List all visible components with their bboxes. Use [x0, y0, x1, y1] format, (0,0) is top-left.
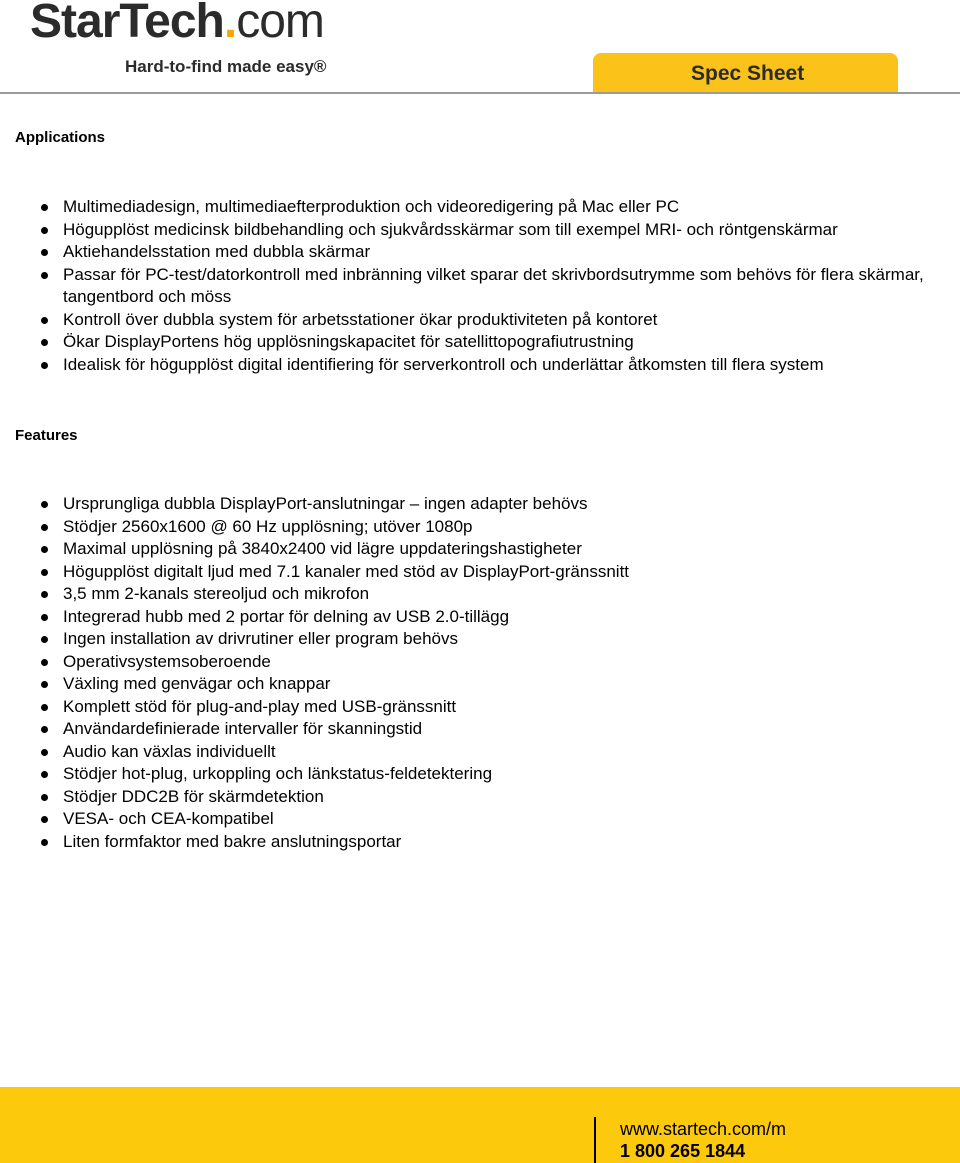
application-item: Multimediadesign, multimediaefterproduktion och videoredigering på Mac eller PC — [63, 196, 948, 219]
feature-item: Liten formfaktor med bakre anslutningsportar — [63, 831, 948, 854]
applications-list — [63, 196, 948, 376]
startech-logo: StarTech.com — [30, 0, 324, 48]
feature-item: Komplett stöd för plug-and-play med USB-gränssnitt — [63, 696, 948, 719]
feature-item: VESA- och CEA-kompatibel — [63, 808, 948, 831]
features-heading: Features — [15, 427, 78, 444]
feature-item: Audio kan växlas individuellt — [63, 741, 948, 764]
application-item: Högupplöst medicinsk bildbehandling och sjukvårdsskärmar som till exempel MRI- och röntgenskärmar — [63, 219, 948, 242]
application-item: Kontroll över dubbla system för arbetsstationer ökar produktiviteten på kontoret — [63, 309, 948, 332]
feature-item: Ingen installation av drivrutiner eller program behövs — [63, 628, 948, 651]
header-divider — [0, 92, 960, 94]
feature-item: Ursprungliga dubbla DisplayPort-anslutningar – ingen adapter behövs — [63, 493, 948, 516]
applications-heading: Applications — [15, 129, 106, 146]
header — [0, 0, 960, 96]
footer-divider — [594, 1117, 596, 1163]
logo-tagline: Hard-to-find made easy® — [125, 57, 327, 76]
feature-item: Maximal upplösning på 3840x2400 vid lägre uppdateringshastigheter — [63, 538, 948, 561]
application-item: Passar för PC-test/datorkontroll med inbränning vilket sparar det skrivbordsutrymme som behövs för flera skärmar, tangentbord och möss — [63, 264, 948, 309]
features-list — [63, 493, 948, 853]
application-item: Idealisk för högupplöst digital identifiering för serverkontroll och underlättar åtkomsten till flera system — [63, 354, 948, 377]
application-item: Aktiehandelsstation med dubbla skärmar — [63, 241, 948, 264]
feature-item: Användardefinierade intervaller för skanningstid — [63, 718, 948, 741]
footer-phone-number: 1 800 265 1844 — [620, 1141, 746, 1161]
feature-item: Stödjer 2560x1600 @ 60 Hz upplösning; utöver 1080p — [63, 516, 948, 539]
footer-bar — [0, 1087, 960, 1163]
feature-item: Högupplöst digitalt ljud med 7.1 kanaler med stöd av DisplayPort-gränssnitt — [63, 561, 948, 584]
feature-item: Stödjer hot-plug, urkoppling och länkstatus-feldetektering — [63, 763, 948, 786]
feature-item: 3,5 mm 2-kanals stereoljud och mikrofon — [63, 583, 948, 606]
application-item: Ökar DisplayPortens hög upplösningskapacitet för satellittopografiutrustning — [63, 331, 948, 354]
spec-sheet-tab — [593, 53, 898, 93]
feature-item: Stödjer DDC2B för skärmdetektion — [63, 786, 948, 809]
spec-sheet-label: Spec Sheet — [691, 62, 805, 85]
feature-item: Operativsystemsoberoende — [63, 651, 948, 674]
feature-item: Integrerad hubb med 2 portar för delning av USB 2.0-tillägg — [63, 606, 948, 629]
footer-website-link[interactable]: www.startech.com/m — [620, 1119, 787, 1139]
feature-item: Växling med genvägar och knappar — [63, 673, 948, 696]
